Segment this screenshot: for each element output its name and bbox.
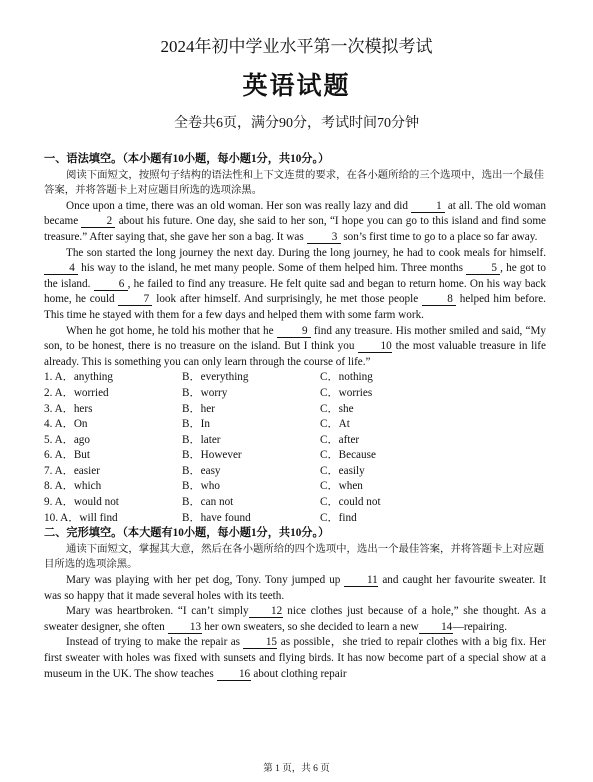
answer-blank: 10 bbox=[358, 340, 392, 353]
answer-blank: 8 bbox=[422, 293, 456, 306]
answer-blank: 5 bbox=[466, 262, 500, 275]
section1-para1: Once upon a time, there was an old woman. Her son was really lazy and did 1 at all. The old woman became 2 about his future. One day, she said to her son, “I hope you can go to this island and find some treasure.” After saying that, she gave her son a bag. It was 3 son’s first time to go to a place so far away. bbox=[44, 199, 546, 243]
option-a: 7. A．easier bbox=[44, 464, 100, 477]
option-c: C．Because bbox=[320, 449, 376, 462]
option-row bbox=[44, 386, 546, 402]
option-b: B．later bbox=[182, 433, 221, 446]
section1-para2: The son started the long journey the next day. During the long journey, he had to cook meals for himself. 4 his way to the island, he met many people. Some of them helped him. Three months 5 , he got to the island. 6 , he failed to find any treasure. He felt quite sad and began to return home. On his way back home, he could 7 look after himself. And surprisingly, he met those people 8 helped him before. This time he stayed with them for a few days and helped them with some farm work. bbox=[44, 246, 546, 321]
answer-blank: 15 bbox=[243, 636, 277, 649]
answer-blank: 9 bbox=[277, 325, 311, 338]
option-c: C．find bbox=[320, 511, 357, 524]
section2-para1: Mary was playing with her pet dog, Tony. Tony jumped up 11 and caught her favourite sweater. It was so happy that it made several holes with its teeth. bbox=[44, 574, 546, 602]
option-c: C．when bbox=[320, 480, 363, 493]
answer-blank: 14 bbox=[419, 621, 453, 634]
option-b: B．worry bbox=[182, 386, 228, 399]
answer-blank: 4 bbox=[44, 262, 78, 275]
answer-blank: 3 bbox=[307, 231, 341, 244]
option-row bbox=[44, 417, 546, 433]
option-row bbox=[44, 479, 546, 495]
option-a: 2. A．worried bbox=[44, 386, 109, 399]
option-a: 4. A．On bbox=[44, 418, 88, 431]
page-footer: 第 1 页，共 6 页 bbox=[263, 764, 330, 774]
option-row bbox=[44, 402, 546, 418]
option-b: B．have found bbox=[182, 511, 251, 524]
option-c: C．easily bbox=[320, 464, 365, 477]
answer-blank: 7 bbox=[118, 293, 152, 306]
option-row bbox=[44, 433, 546, 449]
option-b: B．However bbox=[182, 449, 242, 462]
option-a: 10. A．will find bbox=[44, 511, 118, 524]
option-row bbox=[44, 464, 546, 480]
option-b: B．In bbox=[182, 418, 210, 431]
answer-blank: 1 bbox=[411, 200, 445, 213]
option-row bbox=[44, 448, 546, 464]
option-c: C．At bbox=[320, 418, 350, 431]
option-a: 1. A．anything bbox=[44, 371, 113, 384]
section1-heading: 一、语法填空。（本小题有10小题，每小题1分，共10分。） bbox=[44, 153, 330, 165]
option-b: B．can not bbox=[182, 496, 234, 509]
section2-heading: 二、完形填空。（本大题有10小题，每小题1分，共10分。） bbox=[44, 527, 330, 540]
option-a: 6. A．But bbox=[44, 449, 91, 462]
option-row bbox=[44, 495, 546, 511]
option-row bbox=[44, 511, 546, 527]
answer-blank: 6 bbox=[94, 278, 128, 291]
option-a: 3. A．hers bbox=[44, 402, 93, 415]
section2-para2: Mary was heartbroken. “I can’t simply 12 nice clothes just because of a hole,” she thought. As a sweater designer, she often 13 her own sweaters, so she decided to learn a new 14—repairing. bbox=[44, 605, 546, 633]
option-c: C．she bbox=[320, 402, 354, 415]
option-c: C．nothing bbox=[320, 371, 373, 384]
section2-para3: Instead of trying to make the repair as 15 as possible，she tried to repair clothes with a big fix. Her first sweater with holes was fixed with sunsets and flying birds. It has now become part of a special show at a museum in the UK. The show teaches 16 about clothing repair bbox=[44, 636, 546, 680]
section1-para3: When he got home, he told his mother that he 9 find any treasure. His mother smiled and said, “My son, to be honest, there is no treasure on the island. But I think you 10 the most valuable treasure in life already. This is something you can only learn through the course of life.” bbox=[44, 324, 546, 368]
option-a: 9. A．would not bbox=[44, 496, 119, 509]
section1-instructions: 阅读下面短文，按照句子结构的语法性和上下文连贯的要求，在各小题所给的三个选项中，选出一个最佳答案，并将答题卡上对应题目所选的选项涂黑。 bbox=[44, 169, 544, 197]
answer-blank: 13 bbox=[168, 621, 202, 634]
subject-title: 英语试题 bbox=[242, 73, 351, 100]
section1-options bbox=[44, 370, 546, 526]
exam-body bbox=[44, 152, 546, 682]
section2-instructions: 通读下面短文，掌握其大意，然后在各小题所给的四个选项中，选出一个最佳答案，并将答题卡上对应题目所选的选项涂黑。 bbox=[44, 543, 544, 571]
option-c: C．could not bbox=[320, 496, 381, 509]
option-a: 8. A．which bbox=[44, 480, 102, 493]
option-c: C．after bbox=[320, 433, 360, 446]
option-row bbox=[44, 370, 546, 386]
exam-info: 全卷共6页，满分90分，考试时间70分钟 bbox=[174, 116, 419, 131]
option-b: B．everything bbox=[182, 371, 249, 384]
answer-blank: 2 bbox=[81, 215, 115, 228]
option-b: B．who bbox=[182, 480, 220, 493]
exam-title: 2024年初中学业水平第一次模拟考试 bbox=[160, 37, 433, 56]
option-b: B．her bbox=[182, 402, 215, 415]
answer-blank: 11 bbox=[344, 574, 378, 587]
answer-blank: 12 bbox=[249, 605, 283, 618]
option-b: B．easy bbox=[182, 464, 221, 477]
option-c: C．worries bbox=[320, 386, 373, 399]
option-a: 5. A．ago bbox=[44, 433, 90, 446]
answer-blank: 16 bbox=[217, 668, 251, 681]
